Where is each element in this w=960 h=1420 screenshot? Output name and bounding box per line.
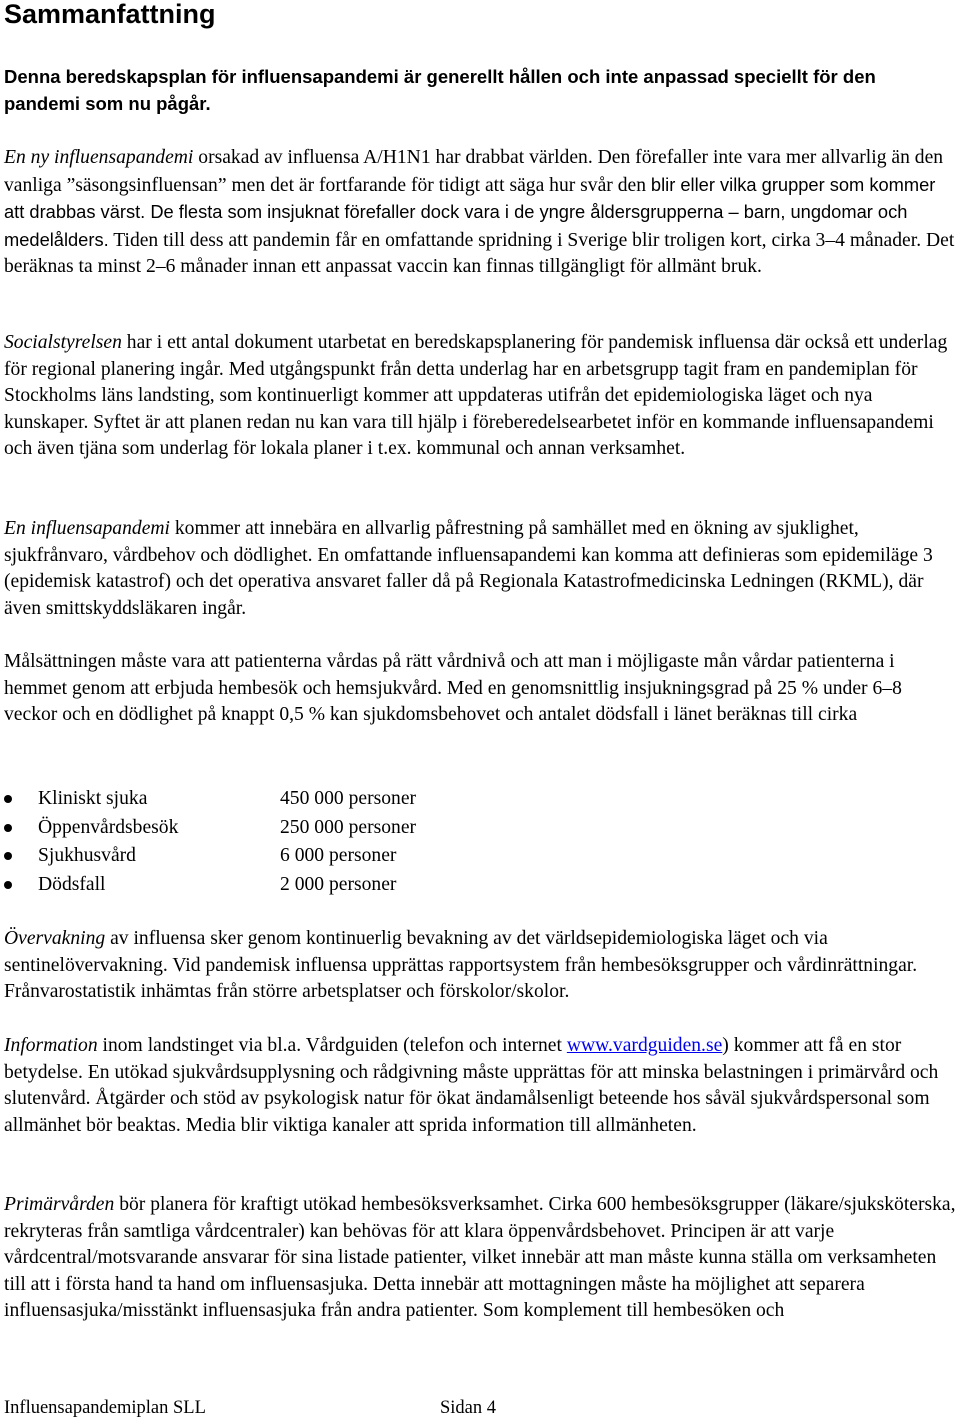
paragraph-text: kommer att innebära en allvarlig påfrestning på samhället med en ökning av sjuklighet, sjukfrånvaro, vårdbehov och dödlighet. En omfattande influensapandemi kan komma att definieras som epidemiläge 3 (epidemisk katastrof) och det operativa ansvaret faller då på Regionala Katastrofmedicinska Ledningen (RKML), där även smittskyddsläkaren ingår. (4, 518, 933, 619)
paragraph-information (4, 1033, 958, 1139)
footer-document-title: Influensapandemiplan SLL (4, 1398, 206, 1418)
bullet-icon (4, 795, 12, 803)
paragraph-goals: Målsättningen måste vara att patienterna vårdas på rätt vårdnivå och att man i möjligaste mån vårdar patienterna i hemmet genom att erbjuda hembesök och hemsjukvård. Med en genomsnittlig insjukningsgrad på 25 % under 6–8 veckor och en dödlighet på knappt 0,5 % kan sjukdomsbehovet och antalet dödsfall i länet beräknas till cirka (4, 651, 902, 725)
paragraph-text: bör planera för kraftigt utökad hembesöksverksamhet. Cirka 600 hembesöksgrupper (läkare/sjuksköterska, rekryteras från samtliga vårdcentraler) kan behövas för att klara öppenvårdsbehovet. Principen är att varje vårdcentral/motsvarande ansvarar för sina listade patienter, vilket innebär att man måste kunna ställa om verksamheten till att i första hand ta hand om influensasjuka. Detta innebär att mottagningen måste ha möjlighet att separera influensasjuka/misstänkt influensasjuka från andra patienter. Som komplement till hembesöken och (4, 1194, 956, 1321)
paragraph-impact (4, 516, 958, 622)
paragraph-socialstyrelsen (4, 330, 958, 463)
estimate-value: 450 000 personer (280, 788, 417, 809)
page-footer (4, 1397, 704, 1419)
paragraph-lead: Information (4, 1035, 98, 1056)
paragraph-lead: En ny influensapandemi (4, 147, 194, 168)
paragraph-lead: Socialstyrelsen (4, 332, 122, 353)
paragraph-pandemic-situation (4, 145, 958, 281)
paragraph-lead: En influensapandemi (4, 518, 170, 539)
intro-paragraph: Denna beredskapsplan för influensapandemi är generellt hållen och inte anpassad speciellt för den pandemi som nu pågår. (4, 66, 876, 114)
paragraph-text-sans: blir eller vilka grupper som kommer att drabbas värst. De flesta som insjuknat förefaller dock vara i de yngre åldersgrupperna – barn, ungdomar och medelålders. (4, 173, 936, 250)
paragraph-lead: Övervakning (4, 928, 106, 949)
page-title: Sammanfattning (4, 0, 216, 29)
footer-page-number: Sidan 4 (440, 1398, 497, 1418)
paragraph-text: inom landstinget via bl.a. Vårdguiden (telefon och internet (97, 1035, 567, 1056)
paragraph-lead: Primärvården (4, 1194, 115, 1215)
paragraph-primary-care (4, 1192, 958, 1325)
estimate-label: Sjukhusvård (38, 845, 136, 867)
paragraph-text: ) kommer att få en stor betydelse. En utökad sjukvårdsupplysning och rådgivning måste upprättas för att minska belastningen i primärvård och slutenvård. Åtgärder och stöd av psykologisk natur för ökat ändamålsenligt beteende hos såväl sjukvårdspersonal som allmänhet bör beaktas. Media blir viktiga kanaler att sprida information till allmänheten. (4, 1035, 939, 1136)
estimate-value: 6 000 personer (280, 845, 397, 867)
bullet-icon (4, 881, 12, 889)
vardguiden-link[interactable]: www.vardguiden.se (566, 1035, 723, 1056)
bullet-icon (4, 852, 12, 860)
paragraph-surveillance (4, 926, 958, 1006)
paragraph-text: orsakad av influensa A/H1N1 har drabbat världen. Den förefaller inte vara mer allvarlig än den vanliga ”säsongsinfluensan” men det är fortfarande för tidigt att säga hur svår den (4, 147, 944, 196)
estimate-value: 2 000 personer (280, 873, 397, 895)
paragraph-text: har i ett antal dokument utarbetat en beredskapsplanering för pandemisk influensa där också ett underlag för regional planering ingår. Med utgångspunkt från detta underlag har en arbetsgrupp tagit fram en pandemiplan för Stockholms läns landsting, som kontinuerligt kommer att uppdateras utifrån det epidemiologiska läget och nya kunskaper. Syftet är att planen redan nu kan vara till hjälp i föreberedelsearbetet inför en kommande influensapandemi och även tjäna som underlag för lokala planer i t.ex. kommunal och annan verksamhet. (4, 332, 948, 459)
estimate-value: 250 000 personer (280, 816, 417, 838)
paragraph-text: av influensa sker genom kontinuerlig bevakning av det världsepidemiologiska läget och via sentinelövervakning. Vid pandemisk influensa upprättas rapportsystem från hembesöksgrupper och vårdinrättningar. Frånvarostatistik inhämtas från större arbetsplatser och förskolor/skolor. (4, 928, 918, 1002)
estimate-label: Öppenvårdsbesök (38, 816, 179, 838)
estimate-label: Dödsfall (38, 873, 106, 895)
paragraph-text: Tiden till dess att pandemin får en omfattande spridning i Sverige blir troligen kort, cirka 3–4 månader. Det beräknas ta minst 2–6 månader innan ett anpassat vaccin kan finnas tillgängligt för allmänt bruk. (4, 229, 955, 277)
estimate-label: Kliniskt sjuka (38, 788, 148, 809)
bullet-icon (4, 824, 12, 832)
